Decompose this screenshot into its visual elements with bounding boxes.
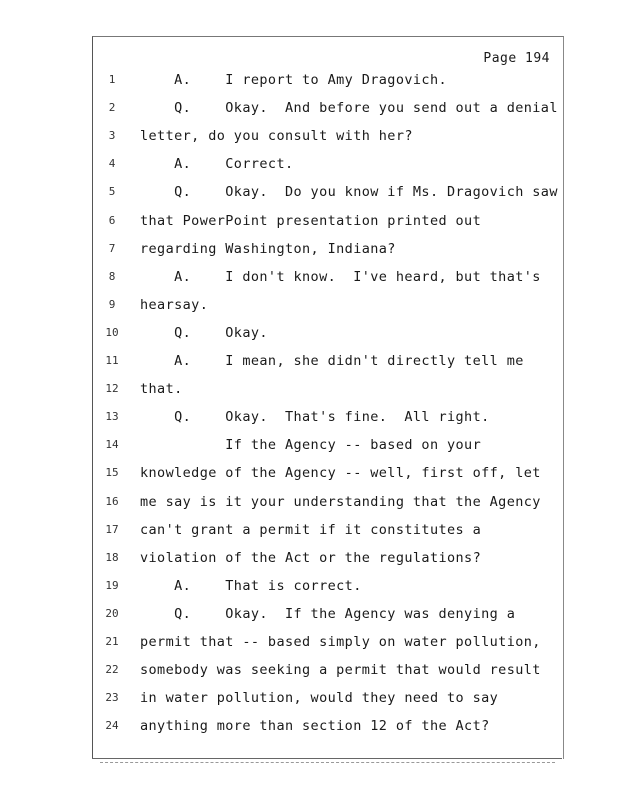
line-number: 21 — [105, 635, 119, 648]
line-number: 19 — [105, 578, 119, 592]
line-text: in water pollution, would they need to say — [140, 690, 499, 707]
line-text: somebody was seeking a permit that would result — [140, 662, 541, 679]
line-number: 23 — [105, 691, 119, 705]
transcript-line — [0, 351, 618, 379]
line-text: hearsay. — [140, 296, 209, 313]
line-number: 17 — [105, 522, 119, 536]
line-text: Q. Okay. — [140, 324, 268, 341]
line-number: 9 — [108, 297, 116, 311]
transcript-line — [0, 182, 618, 210]
line-text: anything more than section 12 of the Act? — [140, 718, 490, 735]
line-number: 6 — [108, 213, 116, 227]
transcript-line — [0, 211, 618, 239]
line-text: A. I report to Amy Dragovich. — [140, 72, 447, 88]
line-number: 8 — [108, 269, 116, 283]
transcript-line — [0, 267, 618, 295]
line-text: A. I don't know. I've heard, but that's — [140, 268, 541, 285]
line-text: Q. Okay. Do you know if Ms. Dragovich saw — [140, 184, 558, 201]
transcript-line — [0, 407, 618, 435]
transcript-line — [0, 716, 618, 744]
transcript-line — [0, 323, 618, 351]
line-number: 3 — [108, 129, 116, 143]
line-number: 7 — [108, 241, 116, 255]
line-number: 5 — [108, 185, 116, 199]
transcript-line — [0, 463, 618, 491]
transcript-line — [0, 379, 618, 407]
transcript-line — [0, 520, 618, 548]
line-number: 15 — [105, 466, 119, 480]
line-text: can't grant a permit if it constitutes a — [140, 521, 482, 538]
transcript-line — [0, 435, 618, 463]
line-number: 1 — [108, 73, 116, 86]
transcript-line — [0, 548, 618, 576]
line-number: 20 — [105, 606, 119, 620]
line-number: 4 — [108, 157, 116, 171]
transcript-line — [0, 295, 618, 323]
line-text: Q. Okay. That's fine. All right. — [140, 409, 490, 426]
transcript-line — [0, 239, 618, 267]
line-text: knowledge of the Agency -- well, first off, let — [140, 465, 541, 482]
line-number: 11 — [105, 354, 119, 367]
line-text: me say is it your understanding that the Agency — [140, 493, 541, 510]
line-number: 16 — [105, 494, 119, 508]
transcript-line — [0, 576, 618, 604]
bottom-rule — [92, 758, 562, 759]
line-text: If the Agency -- based on your — [140, 437, 482, 454]
line-number: 18 — [105, 550, 119, 564]
line-text: A. Correct. — [140, 156, 294, 173]
transcript-line — [0, 492, 618, 520]
line-text: that. — [140, 381, 183, 398]
line-text: letter, do you consult with her? — [140, 128, 413, 145]
transcript-line — [0, 660, 618, 688]
line-text: permit that -- based simply on water pollution, — [140, 634, 541, 650]
line-number: 10 — [105, 325, 119, 339]
transcript-line — [0, 632, 618, 660]
line-text: A. That is correct. — [140, 577, 362, 594]
transcript-line — [0, 70, 618, 98]
line-number: 24 — [105, 719, 119, 733]
line-text: Q. Okay. And before you send out a denial — [140, 100, 558, 117]
transcript-line — [0, 126, 618, 154]
line-number: 22 — [105, 663, 119, 677]
line-number: 14 — [105, 438, 119, 452]
line-text: regarding Washington, Indiana? — [140, 240, 396, 257]
line-number: 12 — [105, 382, 119, 396]
transcript-line — [0, 604, 618, 632]
line-number: 2 — [108, 101, 116, 115]
transcript-line — [0, 98, 618, 126]
line-text: A. I mean, she didn't directly tell me — [140, 353, 524, 369]
line-number: 13 — [105, 410, 119, 424]
bottom-dashed-rule — [100, 762, 555, 763]
transcript-line — [0, 154, 618, 182]
line-text: Q. Okay. If the Agency was denying a — [140, 605, 516, 622]
page-number: Page 194 — [483, 51, 550, 66]
line-text: that PowerPoint presentation printed out — [140, 212, 482, 229]
transcript-line — [0, 688, 618, 716]
line-text: violation of the Act or the regulations? — [140, 549, 482, 566]
